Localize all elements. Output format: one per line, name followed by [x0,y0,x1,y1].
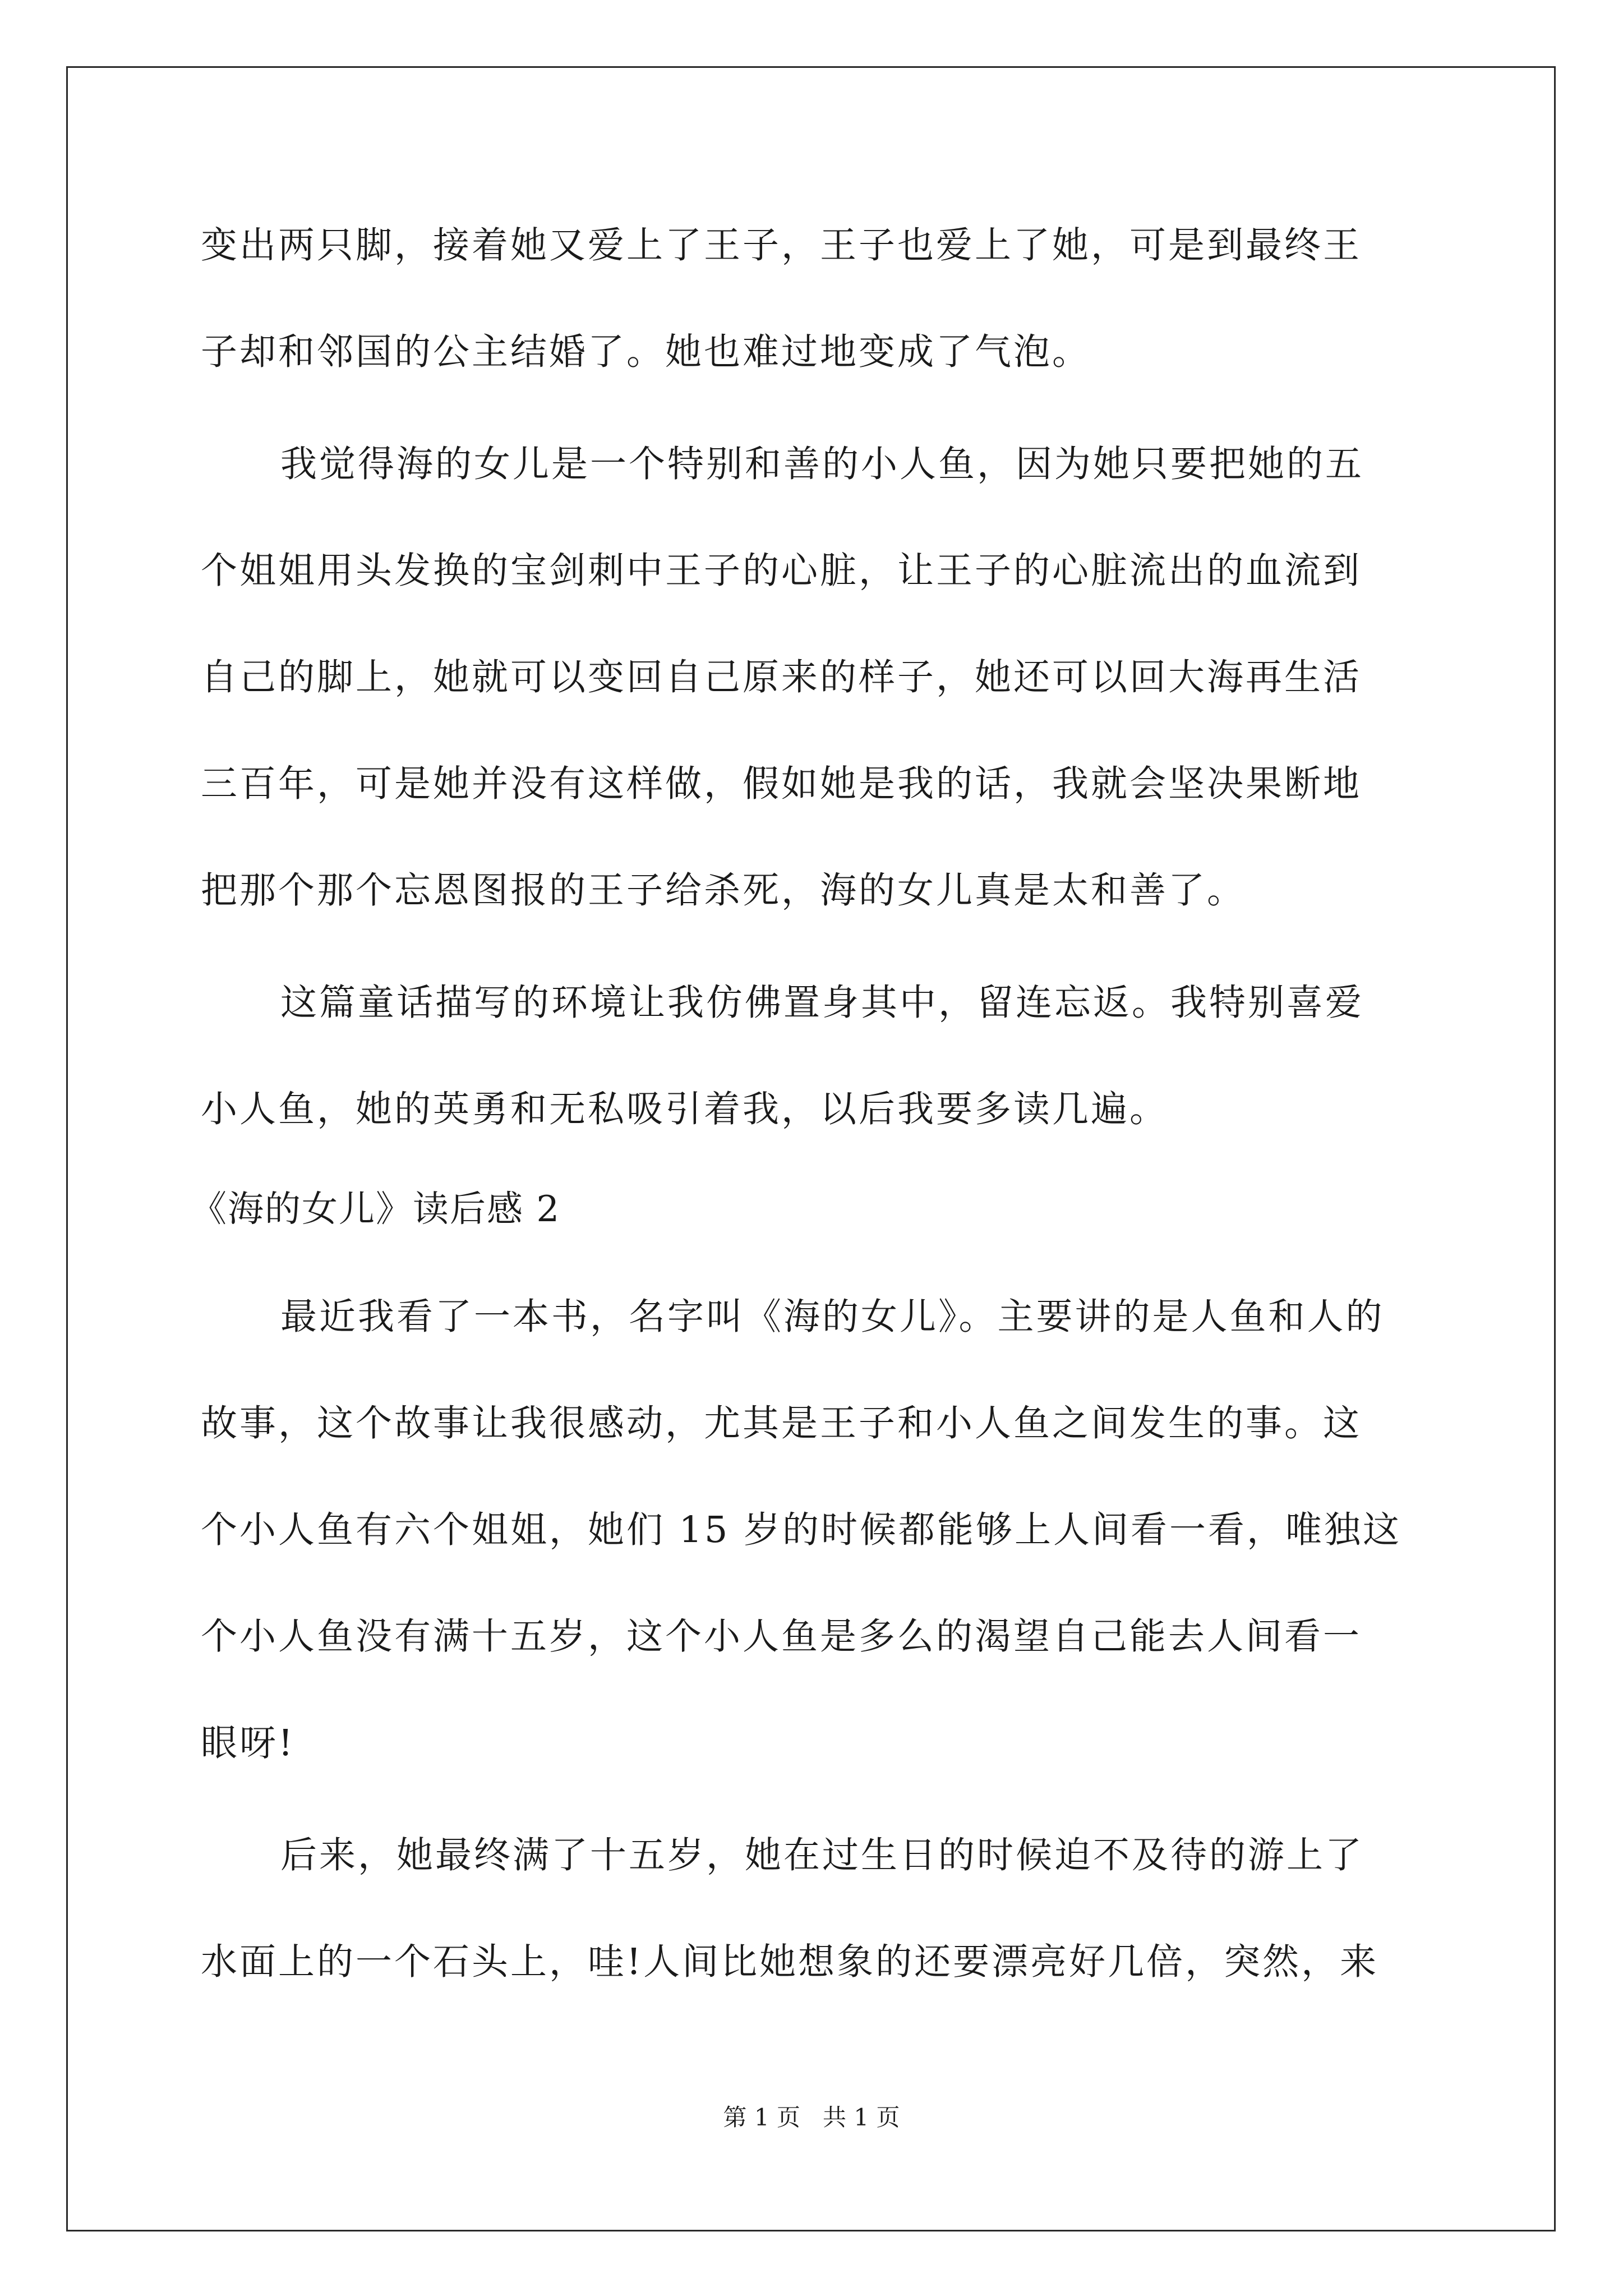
text-line: 子却和邻国的公主结婚了。她也难过地变成了气泡。 [201,331,1091,373]
page-number-footer: 第 1 页 共 1 页 [723,2104,900,2131]
text-line: 把那个那个忘恩图报的王子给杀死，海的女儿真是太和善了。 [201,869,1246,912]
text-line: 眼呀! [201,1722,296,1764]
paragraph-first-line: 我觉得海的女儿是一个特别和善的小人鱼，因为她只要把她的五 [280,443,1364,485]
text-line: 故事，这个故事让我很感动，尤其是王子和小人鱼之间发生的事。这 [201,1402,1362,1444]
page-border [66,66,1556,2231]
text-line: 个小人鱼有六个姐姐，她们 15 岁的时候都能够上人间看一看，唯独这 [201,1509,1402,1551]
text-line: 自己的脚上，她就可以变回自己原来的样子，她还可以回大海再生活 [201,656,1362,698]
text-line: 三百年，可是她并没有这样做，假如她是我的话，我就会坚决果断地 [201,763,1362,805]
text-line: 水面上的一个石头上，哇!人间比她想象的还要漂亮好几倍，突然，来 [201,1941,1379,1983]
text-line: 个姐姐用头发换的宝剑刺中王子的心脏，让王子的心脏流出的血流到 [201,550,1362,592]
text-line: 变出两只脚，接着她又爱上了王子，王子也爱上了她，可是到最终王 [201,224,1362,266]
section-heading: 《海的女儿》读后感 2 [191,1189,561,1230]
text-line: 小人鱼，她的英勇和无私吸引着我，以后我要多读几遍。 [201,1088,1169,1130]
paragraph-first-line: 这篇童话描写的环境让我仿佛置身其中，留连忘返。我特别喜爱 [280,982,1364,1024]
text-line: 个小人鱼没有满十五岁，这个小人鱼是多么的渴望自己能去人间看一 [201,1616,1362,1658]
paragraph-first-line: 最近我看了一本书，名字叫《海的女儿》。主要讲的是人鱼和人的 [280,1296,1385,1338]
paragraph-first-line: 后来，她最终满了十五岁，她在过生日的时候迫不及待的游上了 [280,1834,1364,1876]
